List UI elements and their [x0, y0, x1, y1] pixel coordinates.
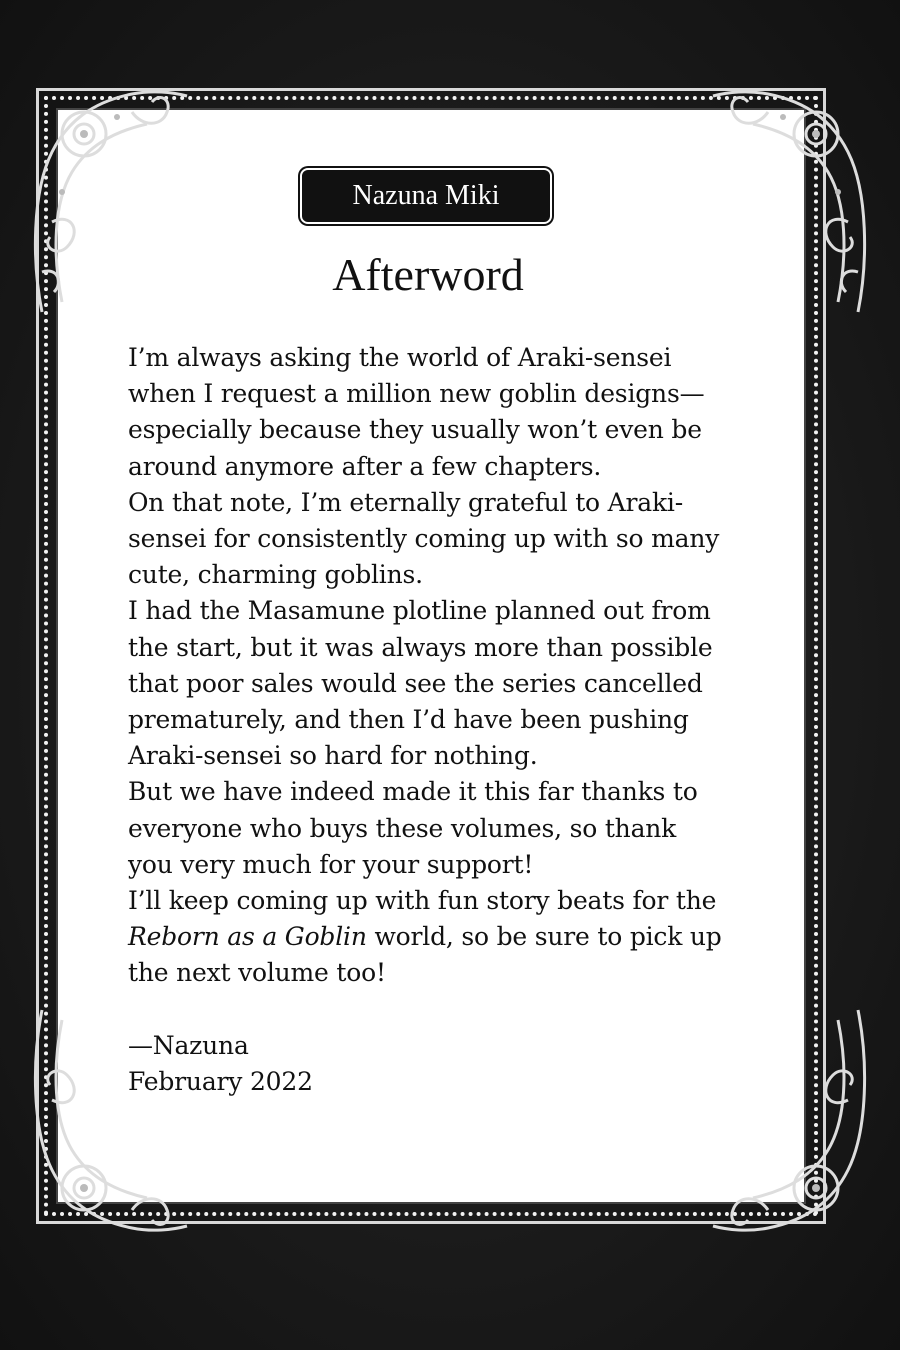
- paragraph: On that note, I’m eternally grateful to Araki-sensei for consistently coming up with so many cute, charming goblins.: [128, 487, 720, 590]
- ornate-corner-icon: [708, 1000, 878, 1250]
- closing-paragraph: [128, 883, 728, 992]
- series-title: Reborn as a Goblin: [128, 922, 367, 952]
- signature-name: —Nazuna: [128, 1030, 249, 1060]
- closing-text-end: world, so be sure to pick up the next volume too!: [128, 922, 722, 988]
- page-title: Afterword: [332, 249, 524, 300]
- spacer: [128, 992, 728, 1028]
- signature-date: February 2022: [128, 1067, 313, 1097]
- paragraph: I had the Masamune plotline planned out from the start, but it was always more than possible that poor sales would see the series cancelled prematurely, and then I’d have been pushing Araki-sensei so hard for nothing.: [128, 596, 713, 771]
- paragraph: I’m always asking the world of Araki-sensei when I request a million new goblin designs—especially because they usually won’t even be around anymore after a few chapters.: [128, 343, 705, 481]
- author-label: Nazuna Miki: [302, 170, 550, 222]
- paragraph: But we have indeed made it this far thanks to everyone who buys these volumes, so thank you very much for your support!: [128, 777, 698, 879]
- closing-text-start: I’ll keep coming up with fun story beats for the: [128, 886, 717, 916]
- afterword-body: [128, 340, 728, 1100]
